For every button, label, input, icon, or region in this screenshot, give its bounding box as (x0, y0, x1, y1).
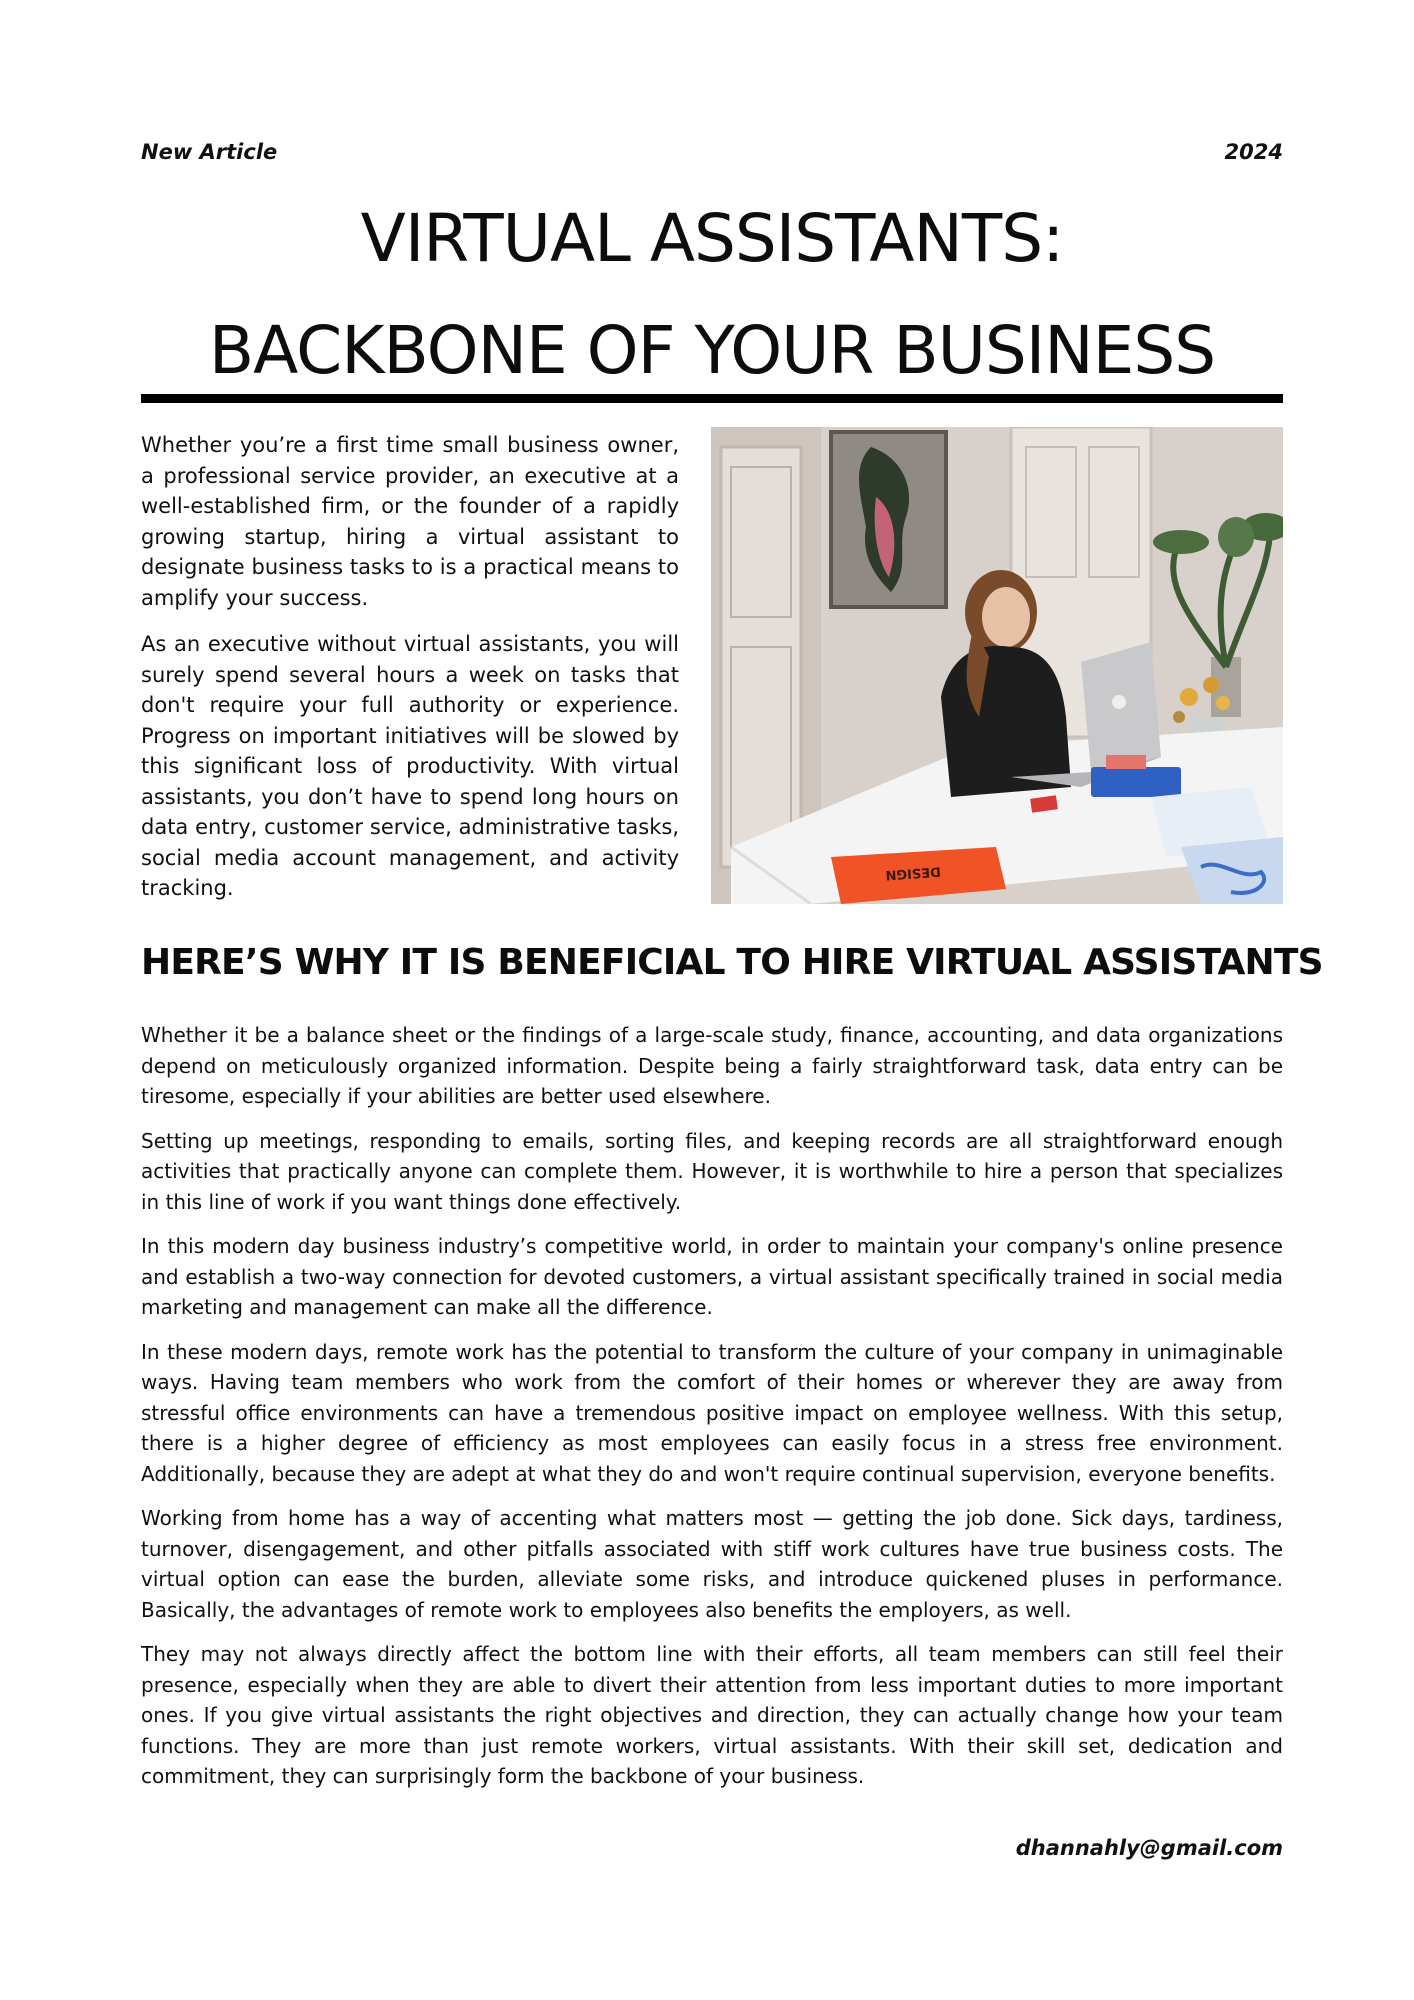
body-paragraph: In these modern days, remote work has the potential to transform the culture of your company in unimaginable ways. Having team members who work from the comfort of their homes or wherever they are away from stressful office environments can have a tremendous positive impact on employee wellness. With this setup, there is a higher degree of efficiency as most employees can easily focus in a stress free environment. Additionally, because they are adept at what they do and won't require continual supervision, everyone benefits. (141, 1339, 1283, 1486)
body-paragraph: Working from home has a way of accenting what matters most — getting the job done. Sick days, tardiness, turnover, disengagement, and other pitfalls associated with stiff work cultures have true business costs. The virtual option can ease the burden, alleviate some risks, and introduce quickened pluses in performance. Basically, the advantages of remote work to employees also benefits the employers, as well. (141, 1506, 1283, 1622)
intro-paragraph: As an executive without virtual assistants, you will surely spend several hours a week on tasks that don't require your full authority or experience. Progress on important initiatives will be slowed by this significant loss of productivity. With virtual assistants, you don’t have to spend long hours on data entry, customer service, administrative tasks, social media account management, and activity tracking. (141, 632, 679, 900)
title-divider (141, 394, 1283, 403)
intro-column (141, 430, 679, 920)
book-cover-text: DESIGN (884, 863, 942, 883)
page-title (141, 183, 1283, 407)
body-paragraph: They may not always directly affect the bottom line with their efforts, all team members can still feel their presence, especially when they are able to divert their attention from less important duties to more important ones. If you give virtual assistants the right objectives and direction, they can actually change how your team functions. They are more than just remote workers, virtual assistants. With their skill set, dedication and commitment, they can surprisingly form the backbone of your business. (141, 1642, 1283, 1788)
title-line-1: VIRTUAL ASSISTANTS: (360, 200, 1064, 277)
body-paragraph: Whether it be a balance sheet or the findings of a large-scale study, finance, accounting, and data organizations depend on meticulously organized information. Despite being a fairly straightforward task, data entry can be tiresome, especially if your abilities are better used elsewhere. (141, 1023, 1283, 1108)
body-paragraph: Setting up meetings, responding to emails, sorting files, and keeping records are all straightforward enough activities that practically anyone can complete them. However, it is worthwhile to hire a person that specializes in this line of work if you want things done effectively. (141, 1128, 1283, 1214)
article-body (141, 1020, 1283, 1806)
title-line-2: BACKBONE OF YOUR BUSINESS (208, 312, 1216, 389)
body-paragraph: In this modern day business industry’s competitive world, in order to maintain your company's online presence and establish a two-way connection for devoted customers, a virtual assistant specifically trained in social media marketing and management can make all the difference. (141, 1234, 1283, 1319)
article-year: 2024 (1224, 140, 1283, 164)
article-header (141, 140, 1283, 164)
intro-paragraph: Whether you’re a first time small business owner, a professional service provider, an executive at a well-established firm, or the founder of a rapidly growing startup, hiring a virtual assistant to designate business tasks to is a practical means to amplify your success. (141, 433, 679, 610)
office-photo (711, 427, 1283, 904)
section-heading: HERE’S WHY IT IS BENEFICIAL TO HIRE VIRTUAL ASSISTANTS (141, 942, 1323, 983)
article-label: New Article (141, 140, 278, 164)
contact-email: dhannahly@gmail.com (1015, 1836, 1283, 1860)
